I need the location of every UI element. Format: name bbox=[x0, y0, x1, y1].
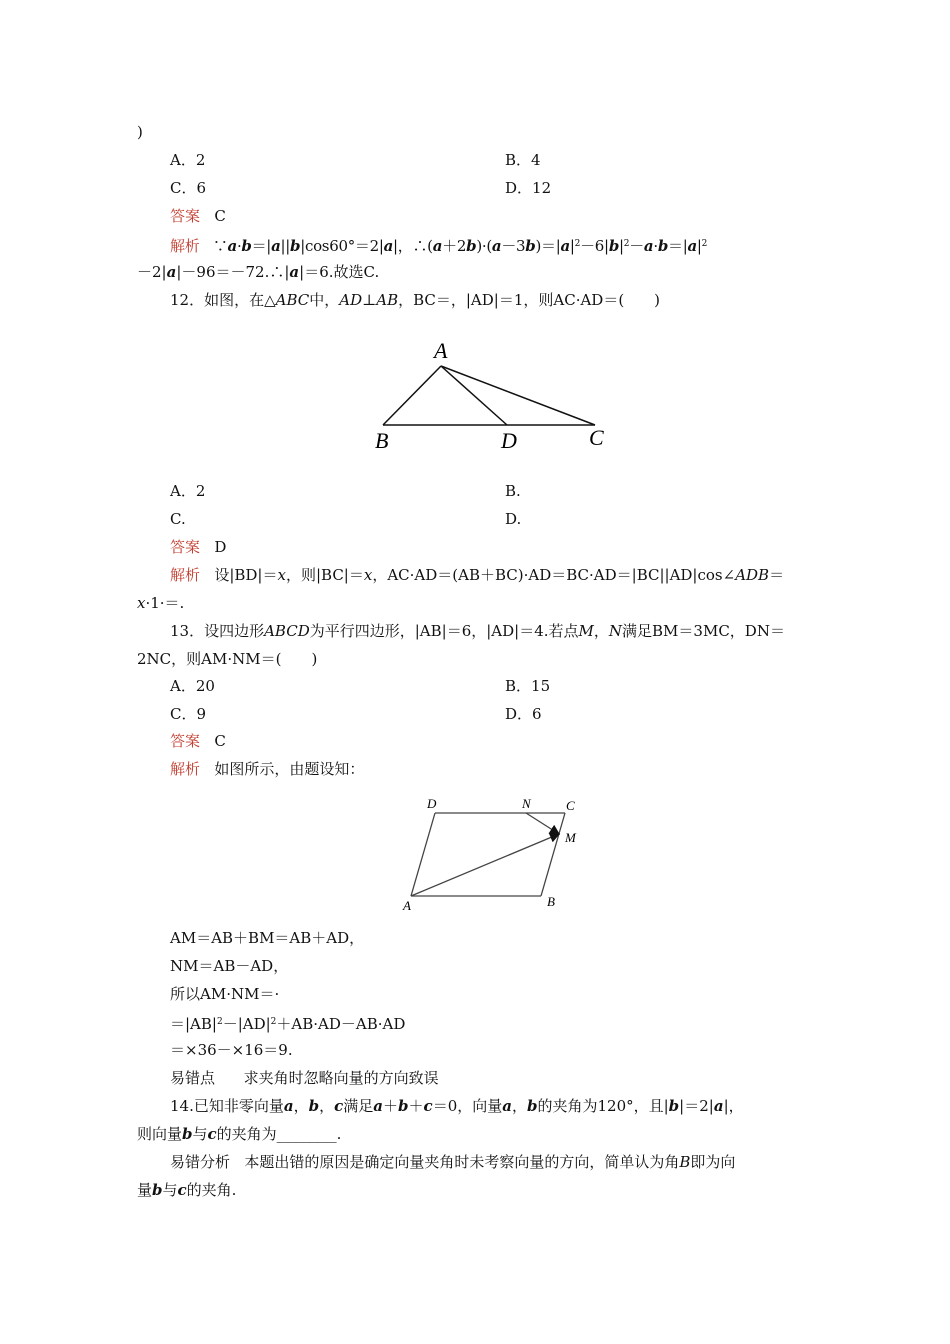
text: · bbox=[236, 237, 242, 255]
segment-ad bbox=[441, 366, 507, 425]
vector-b: b bbox=[398, 1097, 409, 1115]
text: ＝| bbox=[251, 237, 272, 255]
text: · bbox=[653, 237, 658, 255]
superscript: 2 bbox=[623, 239, 630, 249]
text: 的夹角为________. bbox=[216, 1125, 342, 1143]
answer-label: 答案 bbox=[170, 538, 201, 556]
analysis-label: 解析 bbox=[170, 566, 201, 584]
pitfall-text: 求夹角时忽略向量的方向致误 bbox=[243, 1069, 439, 1087]
q12-option-a: A．2 bbox=[170, 482, 206, 500]
text: ＝| bbox=[668, 237, 688, 255]
q13-answer bbox=[170, 731, 226, 751]
text: 为平行四边形，|AB|＝6，|AD|＝4.若点 bbox=[309, 622, 579, 640]
answer-label: 答案 bbox=[170, 207, 201, 225]
vector-b: b bbox=[466, 237, 477, 255]
text: 中， bbox=[309, 291, 340, 309]
label-d: D bbox=[501, 428, 517, 453]
text: 量 bbox=[137, 1181, 153, 1199]
text: －3 bbox=[501, 237, 526, 255]
q13-option-a: A．20 bbox=[170, 677, 215, 695]
close-paren: ) bbox=[137, 123, 143, 141]
label-c: C bbox=[566, 798, 575, 813]
superscript: 2 bbox=[270, 1017, 277, 1027]
q13-step-5: ＝×36－×16＝9. bbox=[170, 1041, 293, 1059]
text: ⊥ bbox=[362, 291, 377, 309]
q13-step-2: NM＝AB－AD， bbox=[170, 957, 289, 975]
label-c: C bbox=[589, 425, 604, 450]
text: |， bbox=[723, 1097, 744, 1115]
text: 的夹角为120°，且| bbox=[537, 1097, 669, 1115]
q12-option-c: C. bbox=[170, 510, 186, 528]
text: 本题出错的原因是确定向量夹角时未考察向量的方向，简单认为角 bbox=[244, 1153, 680, 1171]
vector-a: a bbox=[166, 263, 177, 281]
text: ＝ bbox=[769, 566, 785, 584]
vector-a: a bbox=[271, 237, 281, 255]
vector-b: b bbox=[182, 1125, 193, 1143]
q11-analysis-line1 bbox=[170, 234, 707, 256]
segment-ab bbox=[383, 366, 441, 425]
vector-a: a bbox=[687, 237, 697, 255]
vector-b: b bbox=[290, 237, 301, 255]
vector-a: a bbox=[227, 237, 237, 255]
text: 即为向 bbox=[690, 1153, 736, 1171]
q12-option-b: B. bbox=[505, 482, 521, 500]
text: ∵ bbox=[212, 237, 228, 255]
answer-value: C bbox=[214, 207, 226, 225]
vector-a: a bbox=[289, 263, 300, 281]
text: x bbox=[363, 566, 373, 584]
text: ，AC·AD＝(AB＋BC)·AD＝BC·AD＝|BC||AD|cos∠ bbox=[372, 566, 736, 584]
error-analysis-label: 易错分析 bbox=[170, 1153, 231, 1171]
text: ＋2 bbox=[442, 237, 467, 255]
text: ， bbox=[593, 622, 609, 640]
answer-label: 答案 bbox=[170, 732, 201, 750]
pitfall-heading bbox=[170, 1068, 439, 1088]
q11-option-d: D．12 bbox=[505, 179, 552, 197]
label-n: N bbox=[522, 796, 531, 811]
parallelogram-figure bbox=[393, 788, 593, 918]
text: |＝2| bbox=[679, 1097, 714, 1115]
q14-stem-line2 bbox=[137, 1124, 341, 1144]
vector-a: a bbox=[491, 237, 502, 255]
text: N bbox=[608, 622, 623, 640]
triangle-figure bbox=[355, 330, 630, 475]
vector-b: b bbox=[608, 237, 620, 255]
label-m: M bbox=[565, 830, 576, 845]
vector-b: b bbox=[241, 237, 252, 255]
text: 则向量 bbox=[137, 1125, 183, 1143]
vector-c: c bbox=[423, 1097, 433, 1115]
error-analysis-line2 bbox=[137, 1180, 236, 1200]
text: AD bbox=[339, 291, 363, 309]
vector-c: c bbox=[207, 1125, 217, 1143]
q11-answer bbox=[170, 206, 226, 226]
text: －2| bbox=[137, 263, 167, 281]
text: －|AD| bbox=[222, 1015, 271, 1033]
label-a: A bbox=[434, 338, 448, 363]
q13-analysis bbox=[170, 759, 364, 779]
text: B bbox=[679, 1153, 691, 1171]
text: ABCD bbox=[264, 622, 310, 640]
text: ABC bbox=[275, 291, 310, 309]
q12-analysis-line2 bbox=[137, 593, 184, 613]
text: )·( bbox=[476, 237, 492, 255]
label-d: D bbox=[427, 796, 437, 811]
text: － bbox=[629, 237, 644, 255]
text: 12．如图，在△ bbox=[170, 291, 276, 309]
q11-option-c: C．6 bbox=[170, 179, 207, 197]
q11-option-a: A．2 bbox=[170, 151, 206, 169]
text: －6| bbox=[580, 237, 609, 255]
q13-stem-line2: 2NC，则AM·NM＝( ) bbox=[137, 650, 318, 668]
vector-c: c bbox=[177, 1181, 187, 1199]
q12-option-d: D. bbox=[505, 510, 522, 528]
text: ＝|AB| bbox=[170, 1015, 217, 1033]
q11-option-b: B．4 bbox=[505, 151, 541, 169]
text: 与 bbox=[192, 1125, 208, 1143]
text: 14.已知非零向量 bbox=[170, 1097, 284, 1115]
text: 与 bbox=[162, 1181, 178, 1199]
analysis-label: 解析 bbox=[170, 760, 201, 778]
superscript: 2 bbox=[574, 239, 581, 249]
vector-b: b bbox=[526, 1097, 538, 1115]
vector-a: a bbox=[502, 1097, 512, 1115]
text: 13．设四边形 bbox=[170, 622, 265, 640]
q13-option-c: C．9 bbox=[170, 705, 207, 723]
segment-ac bbox=[441, 366, 595, 425]
q13-step-1: AM＝AB＋BM＝AB＋AD， bbox=[170, 929, 365, 947]
text: ，BC＝，|AD|＝1，则AC·AD＝( ) bbox=[398, 291, 661, 309]
text: ， bbox=[319, 1097, 335, 1115]
q13-option-b: B．15 bbox=[505, 677, 551, 695]
vector-b: b bbox=[657, 237, 669, 255]
q12-analysis-line1 bbox=[170, 565, 784, 585]
text: || bbox=[280, 237, 291, 255]
text: |－96＝－72.∴| bbox=[176, 263, 290, 281]
text: |，∴( bbox=[393, 237, 433, 255]
text: 满足BM＝3MC，DN＝ bbox=[622, 622, 785, 640]
label-b: B bbox=[375, 428, 389, 453]
text: |cos60°＝2| bbox=[300, 237, 384, 255]
pitfall-label: 易错点 bbox=[170, 1069, 216, 1087]
text: 设|BD|＝ bbox=[214, 566, 278, 584]
vector-b: b bbox=[152, 1181, 163, 1199]
text: M bbox=[578, 622, 594, 640]
q12-stem bbox=[170, 290, 660, 310]
text: 的夹角. bbox=[186, 1181, 237, 1199]
text: x bbox=[137, 594, 146, 612]
error-analysis-line1 bbox=[170, 1152, 735, 1172]
text: ，则|BC|＝ bbox=[285, 566, 364, 584]
vector-a: a bbox=[283, 1097, 294, 1115]
vector-a: a bbox=[560, 237, 570, 255]
analysis-text: 如图所示，由题设知： bbox=[214, 760, 365, 778]
text: |＝6.故选C. bbox=[299, 263, 380, 281]
answer-value: C bbox=[214, 732, 226, 750]
vector-a: a bbox=[432, 237, 443, 255]
text: ＝0，向量 bbox=[432, 1097, 503, 1115]
text: )＝| bbox=[535, 237, 561, 255]
text: 满足 bbox=[343, 1097, 374, 1115]
q14-stem-line1 bbox=[170, 1096, 744, 1116]
text: | bbox=[569, 237, 575, 255]
vector-nm bbox=[526, 813, 559, 834]
vector-a: a bbox=[373, 1097, 384, 1115]
q12-answer bbox=[170, 537, 226, 557]
text: ， bbox=[511, 1097, 527, 1115]
analysis-label: 解析 bbox=[170, 237, 200, 255]
vector-b: b bbox=[525, 237, 536, 255]
label-b: B bbox=[547, 894, 555, 909]
q13-step-4 bbox=[170, 1012, 405, 1034]
text: | bbox=[696, 237, 702, 255]
vector-a: a bbox=[713, 1097, 724, 1115]
q13-step-3: 所以AM·NM＝· bbox=[170, 985, 280, 1003]
label-a: A bbox=[403, 898, 411, 913]
text: ， bbox=[293, 1097, 309, 1115]
vector-b: b bbox=[308, 1097, 320, 1115]
text: | bbox=[619, 237, 624, 255]
vector-c: c bbox=[334, 1097, 344, 1115]
vector-b: b bbox=[668, 1097, 680, 1115]
text: ·1·＝. bbox=[145, 594, 185, 612]
text: ＋ bbox=[408, 1097, 424, 1115]
q13-option-d: D．6 bbox=[505, 705, 542, 723]
text: ＋ bbox=[383, 1097, 399, 1115]
text: ADB bbox=[735, 566, 770, 584]
vector-a: a bbox=[383, 237, 394, 255]
q11-analysis-line2 bbox=[137, 262, 379, 282]
q13-stem-line1 bbox=[170, 621, 785, 641]
segment-da bbox=[411, 813, 435, 896]
text: AB bbox=[376, 291, 399, 309]
superscript: 2 bbox=[216, 1017, 223, 1027]
answer-value: D bbox=[214, 538, 227, 556]
vector-am bbox=[411, 834, 559, 896]
superscript: 2 bbox=[701, 239, 708, 249]
text: ＋AB·AD－AB·AD bbox=[276, 1015, 406, 1033]
vector-a: a bbox=[643, 237, 654, 255]
text: x bbox=[277, 566, 286, 584]
